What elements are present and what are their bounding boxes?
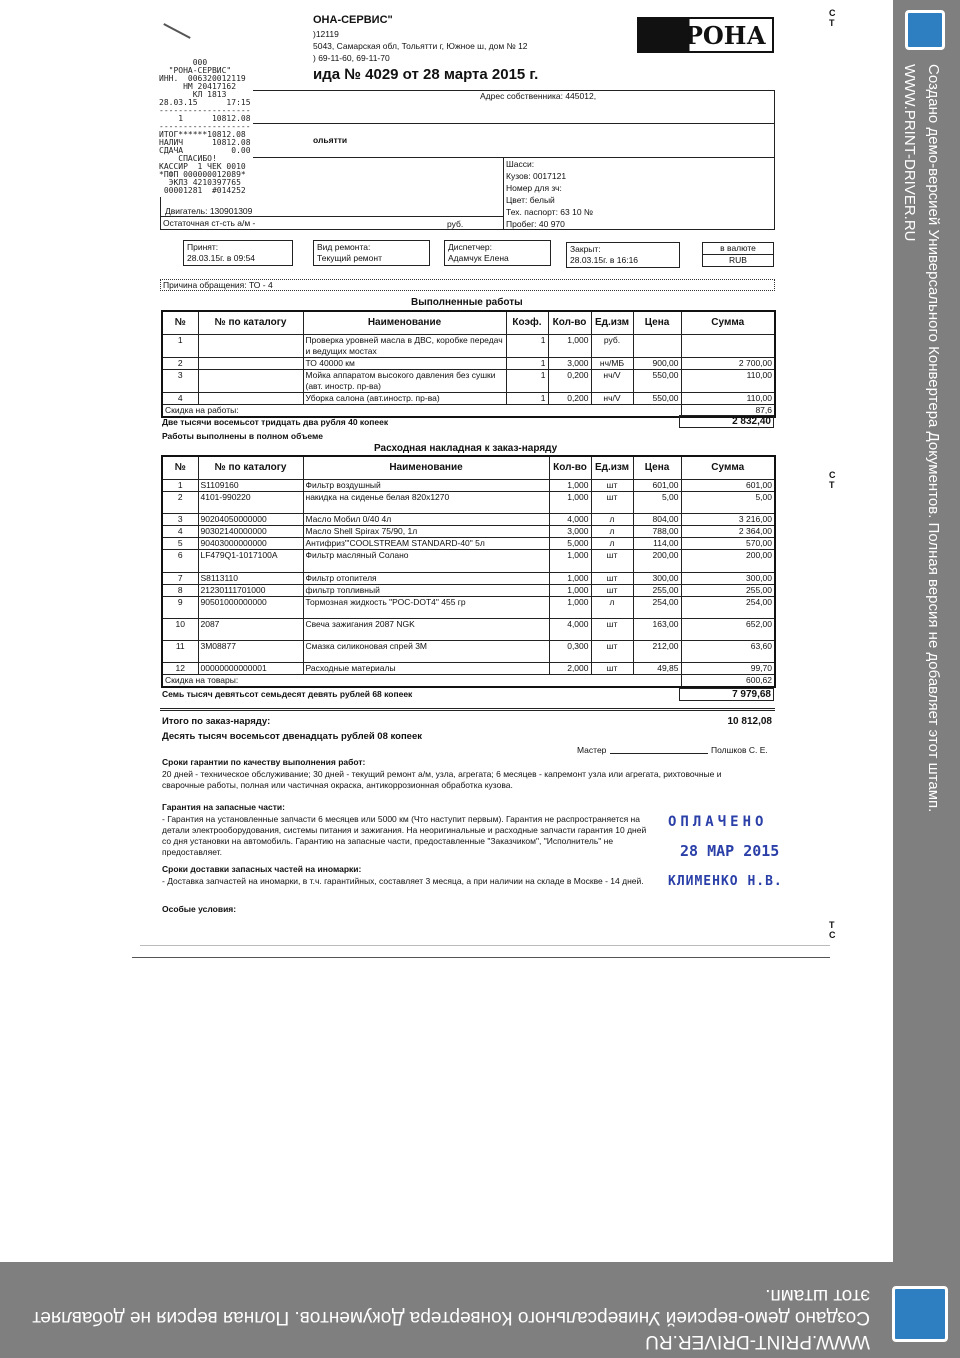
table-cell: 3 <box>162 513 198 525</box>
divider <box>503 157 504 230</box>
engine: Двигатель: 130901309 <box>161 206 503 217</box>
table-cell: 4 <box>162 392 198 404</box>
scan-mark <box>163 23 190 39</box>
table-cell: 110,00 <box>681 369 775 392</box>
paid-stamp-date: 28 МАР 2015 <box>680 842 780 860</box>
table-cell: 900,00 <box>633 357 681 369</box>
table-cell: 2 364,00 <box>681 525 775 537</box>
label: Принят: <box>187 242 219 252</box>
table-cell: Масло Мобил 0/40 4л <box>303 513 549 525</box>
column-header: Кол-во <box>549 456 591 479</box>
table-cell <box>633 334 681 357</box>
discount-label: Скидка на товары: <box>162 674 681 687</box>
table-cell: 8 <box>162 584 198 596</box>
table-cell: 570,00 <box>681 537 775 549</box>
table-row <box>162 537 775 549</box>
table-cell: руб. <box>591 334 633 357</box>
warranty-text: 20 дней - техническое обслуживание; 30 дней - текущий ремонт а/м, узла, агрегата; 6 месяцев - капремонт узла или агрегата, рихтовочные и сварочные работы, полная или частичная окраска, антикоррозионная обработка кузова. <box>162 769 722 790</box>
table-row <box>162 357 775 369</box>
table-cell: Фильтр воздушный <box>303 479 549 491</box>
vehicle-field: Тех. паспорт: 63 10 № <box>506 207 594 217</box>
column-header: № по каталогу <box>198 311 303 334</box>
owner-address: Адрес собственника: 445012, <box>480 91 597 101</box>
special-conditions: Особые условия: <box>162 904 237 914</box>
table-cell: Тормозная жидкость "РОС-DOT4" 455 гр <box>303 596 549 618</box>
table-cell: шт <box>591 491 633 513</box>
table-cell: 4,000 <box>549 513 591 525</box>
table-cell: 110,00 <box>681 392 775 404</box>
table-row <box>162 479 775 491</box>
column-header: Сумма <box>681 456 775 479</box>
table-cell <box>681 334 775 357</box>
table-cell: 1 <box>506 369 548 392</box>
delivery-title: Сроки доставки запасных частей на иномарки: <box>162 864 362 874</box>
table-cell: 163,00 <box>633 618 681 640</box>
discount-label: Скидка на работы: <box>162 404 681 417</box>
crop-mark: Т С <box>829 920 836 940</box>
discount-value: 87,6 <box>681 404 775 417</box>
value: 28.03.15г. в 16:16 <box>570 255 639 265</box>
column-header: Наименование <box>303 311 506 334</box>
table-cell: шт <box>591 584 633 596</box>
table-cell: 804,00 <box>633 513 681 525</box>
table-cell: 1 <box>506 357 548 369</box>
table-cell: 99,70 <box>681 662 775 674</box>
table-cell: 90501000000000 <box>198 596 303 618</box>
column-header: Кол-во <box>548 311 591 334</box>
table-cell: 1,000 <box>549 596 591 618</box>
table-cell <box>198 369 303 392</box>
table-cell: 3,000 <box>548 357 591 369</box>
table-cell: Антифриз"'COOLSTREAM STANDARD-40" 5л <box>303 537 549 549</box>
parts-table <box>161 455 776 688</box>
delivery-text: - Доставка запчастей на иномарки, в т.ч. гарантийных, составляет 3 месяца, а при наличии на складе в Москве - 14 дней. <box>162 876 644 886</box>
table-cell: 1,000 <box>549 572 591 584</box>
table-cell: 4 <box>162 525 198 537</box>
table-cell: накидка на сиденье белая 820x1270 <box>303 491 549 513</box>
table-cell: шт <box>591 640 633 662</box>
table-cell: шт <box>591 662 633 674</box>
table-cell: 200,00 <box>681 549 775 572</box>
table-cell: 1,000 <box>549 491 591 513</box>
label: Диспетчер: <box>448 242 492 252</box>
vehicle-field: Пробег: 40 970 <box>506 219 565 229</box>
table-cell: Мойка аппаратом высокого давления без сушки (авт. иностр. пр-ва) <box>303 369 506 392</box>
logo-text: РОНА <box>684 20 766 50</box>
table-cell: Фильтр масляный Солано <box>303 549 549 572</box>
table-cell: л <box>591 596 633 618</box>
print-driver-logo-icon <box>905 10 945 50</box>
table-cell: 6 <box>162 549 198 572</box>
table-cell: Проверка уровней масла в ДВС, коробке передач и ведущих мостах <box>303 334 506 357</box>
works-total-words: Две тысячи восемьсот тридцать два рубля 40 копеек <box>162 417 389 427</box>
table-cell: 90403000000000 <box>198 537 303 549</box>
divider <box>160 708 775 711</box>
table-row <box>162 392 775 404</box>
order-total-label: Итого по заказ-наряду: <box>162 716 271 727</box>
table-cell <box>198 392 303 404</box>
table-cell: 10 <box>162 618 198 640</box>
table-cell: 254,00 <box>681 596 775 618</box>
table-cell: 1 <box>506 334 548 357</box>
table-row <box>162 572 775 584</box>
column-header: Ед.изм <box>591 456 633 479</box>
table-cell: 2 <box>162 491 198 513</box>
table-cell: ТО 40000 км <box>303 357 506 369</box>
parts-warranty-text: - Гарантия на установленные запчасти 6 месяцев или 5000 км (Что наступит первым). Гарантия не распространяется на детали электрооборудования, системы питания и зажигания. На неоригинальные и расходные запчасти гарантия 10 дней со дня установки на автомобиль. Гарантию на запасные части, предоставленные "Заказчиком", "Исполнитель" не предоставляет. <box>162 814 647 857</box>
table-cell: 0,200 <box>548 392 591 404</box>
table-cell: 300,00 <box>681 572 775 584</box>
vehicle-field: Шасси: <box>506 159 535 169</box>
table-cell: 2 700,00 <box>681 357 775 369</box>
value: 28.03.15г. в 09:54 <box>187 253 256 263</box>
table-cell: 21230111701000 <box>198 584 303 596</box>
crop-mark: С Т <box>829 470 836 490</box>
page-edge <box>132 957 830 958</box>
table-cell: 00000000000001 <box>198 662 303 674</box>
table-cell: 652,00 <box>681 618 775 640</box>
label: в валюте <box>703 243 773 255</box>
company-name: ОНА-СЕРВИС" <box>313 14 393 26</box>
column-header: Ед.изм <box>591 311 633 334</box>
table-cell: 550,00 <box>633 369 681 392</box>
table-cell: 2,000 <box>549 662 591 674</box>
table-cell: 49,85 <box>633 662 681 674</box>
master-name: Полшков С. Е. <box>711 745 768 755</box>
table-cell: 12 <box>162 662 198 674</box>
table-cell: 4101-990220 <box>198 491 303 513</box>
paid-stamp-name: КЛИМЕНКО Н.В. <box>668 874 783 889</box>
paid-stamp-line1: ОПЛАЧЕНО <box>668 814 768 830</box>
vehicle-field: Номер для зч: <box>506 183 562 193</box>
table-cell: 3 <box>162 369 198 392</box>
table-cell: Фильтр отопителя <box>303 572 549 584</box>
watermark-text: Создано демо-версией Универсального Конвертера Документов. Полная версия не добавляет этот штамп. <box>32 1285 870 1328</box>
table-cell: 114,00 <box>633 537 681 549</box>
table-cell: фильтр топливный <box>303 584 549 596</box>
discount-row <box>162 674 775 687</box>
label: Закрыт: <box>570 244 601 254</box>
watermark-text: Создано демо-версией Универсального Конвертера Документов. Полная версия не добавляет этот штамп. <box>925 64 942 813</box>
watermark-bottom-bar <box>0 1262 960 1358</box>
table-header <box>162 456 775 479</box>
table-cell: 550,00 <box>633 392 681 404</box>
table-row <box>162 525 775 537</box>
table-row <box>162 491 775 513</box>
value: Адамчук Елена <box>448 253 509 263</box>
table-cell: 5,00 <box>633 491 681 513</box>
table-cell: S1109160 <box>198 479 303 491</box>
table-cell: 7 <box>162 572 198 584</box>
table-cell: 5 <box>162 537 198 549</box>
table-cell <box>198 357 303 369</box>
company-logo <box>637 17 774 53</box>
table-cell: 1,000 <box>549 584 591 596</box>
table-cell: л <box>591 513 633 525</box>
table-row <box>162 334 775 357</box>
table-cell: 9 <box>162 596 198 618</box>
table-cell: LF479Q1-1017100A <box>198 549 303 572</box>
residual-value: Остаточная ст-сть а/м - <box>163 218 256 228</box>
table-cell: 601,00 <box>681 479 775 491</box>
table-cell: л <box>591 525 633 537</box>
table-cell: Уборка салона (авт.иностр. пр-ва) <box>303 392 506 404</box>
table-row <box>162 618 775 640</box>
table-cell: 1 <box>162 334 198 357</box>
table-cell: 5,000 <box>549 537 591 549</box>
table-cell: 3,000 <box>549 525 591 537</box>
column-header: Коэф. <box>506 311 548 334</box>
table-cell: 1,000 <box>548 334 591 357</box>
table-cell: 2 <box>162 357 198 369</box>
value: RUB <box>729 255 747 265</box>
table-cell: 601,00 <box>633 479 681 491</box>
column-header: № <box>162 456 198 479</box>
accepted-box <box>183 240 293 266</box>
table-cell: 255,00 <box>681 584 775 596</box>
table-cell: 200,00 <box>633 549 681 572</box>
table-row <box>162 584 775 596</box>
works-total: 2 832,40 <box>679 415 774 428</box>
parts-title: Расходная накладная к заказ-наряду <box>374 443 558 454</box>
table-header <box>162 311 775 334</box>
table-row <box>162 513 775 525</box>
document-title: ида № 4029 от 28 марта 2015 г. <box>313 66 539 83</box>
table-cell: 3M08877 <box>198 640 303 662</box>
table-cell: 3 216,00 <box>681 513 775 525</box>
print-driver-logo-icon <box>892 1286 948 1342</box>
table-cell: 2087 <box>198 618 303 640</box>
table-cell: 300,00 <box>633 572 681 584</box>
value: Текущий ремонт <box>317 253 382 263</box>
currency-box <box>702 242 774 267</box>
table-row <box>162 640 775 662</box>
vehicle-field: Цвет: белый <box>506 195 555 205</box>
parts-total-words: Семь тысяч девятьсот семьдесят девять рублей 68 копеек <box>162 689 413 699</box>
table-cell: 90204050000000 <box>198 513 303 525</box>
dispatcher-box <box>444 240 551 266</box>
order-total-words: Десять тысяч восемьсот двенадцать рублей 08 копеек <box>162 731 423 742</box>
column-header: Цена <box>633 311 681 334</box>
watermark-url: WWW.PRINT-DRIVER.RU <box>645 1331 870 1352</box>
column-header: Сумма <box>681 311 775 334</box>
company-address: 5043, Самарская обл, Тольятти г, Южное ш, дом № 12 <box>313 41 528 51</box>
table-row <box>162 549 775 572</box>
company-inn: )12119 <box>313 29 339 39</box>
table-row <box>162 596 775 618</box>
table-cell: 4,000 <box>549 618 591 640</box>
table-cell: 11 <box>162 640 198 662</box>
table-cell: шт <box>591 618 633 640</box>
table-cell: Масло Shell Spirax 75/90, 1л <box>303 525 549 537</box>
column-header: Наименование <box>303 456 549 479</box>
crop-mark: С Т <box>829 8 836 28</box>
vehicle-field: Кузов: 0017121 <box>506 171 567 181</box>
parts-warranty-title: Гарантия на запасные части: <box>162 802 285 812</box>
page-edge <box>140 945 830 946</box>
warranty-title: Сроки гарантии по качеству выполнения работ: <box>162 757 366 767</box>
table-cell: 1 <box>162 479 198 491</box>
table-cell: 1,000 <box>549 479 591 491</box>
parts-total: 7 979,68 <box>679 688 774 701</box>
table-cell: 255,00 <box>633 584 681 596</box>
vehicle-info <box>506 158 593 230</box>
closed-box <box>566 242 680 268</box>
table-cell: S8113110 <box>198 572 303 584</box>
column-header: № по каталогу <box>198 456 303 479</box>
table-row <box>162 369 775 392</box>
table-cell: шт <box>591 572 633 584</box>
table-cell: шт <box>591 549 633 572</box>
table-cell: 1 <box>506 392 548 404</box>
table-row <box>162 662 775 674</box>
repair-type-box <box>313 240 430 266</box>
signature-line <box>610 753 708 754</box>
watermark-url: WWW.PRINT-DRIVER.RU <box>901 64 918 242</box>
table-cell <box>198 334 303 357</box>
table-cell: л <box>591 537 633 549</box>
residual-currency: руб. <box>447 219 464 229</box>
table-cell: 212,00 <box>633 640 681 662</box>
table-cell: 0,300 <box>549 640 591 662</box>
table-cell: 63,60 <box>681 640 775 662</box>
table-cell: 0,200 <box>548 369 591 392</box>
works-title: Выполненные работы <box>411 297 523 308</box>
table-cell: 5,00 <box>681 491 775 513</box>
visit-reason: Причина обращения: ТО - 4 <box>160 279 775 291</box>
table-cell: 254,00 <box>633 596 681 618</box>
order-total: 10 812,08 <box>727 716 772 727</box>
table-cell: Свеча зажигания 2087 NGK <box>303 618 549 640</box>
cash-receipt: 000 "РОНА-СЕРВИС" ИНН. 006320012119 НМ 20417162 КЛ 1813 28.03.15 17:15 ------------------- 1 10812.08 ------------------- ИТОГ******10812.08 НАЛИЧ 10812.08 СДАЧА 0.00 СПАСИБО! КАССИР 1 ЧЕК 0010 *ПФП 000000012089* ЭКЛЗ 4210397765 00001281 #014252 <box>159 58 251 195</box>
table-cell: нч/V <box>591 369 633 392</box>
table-cell: 90302140000000 <box>198 525 303 537</box>
table-cell: 1,000 <box>549 549 591 572</box>
table-cell: нч/МБ <box>591 357 633 369</box>
discount-value: 600,62 <box>681 674 775 687</box>
column-header: № <box>162 311 198 334</box>
master-label: Мастер <box>577 745 607 755</box>
company-phones: ) 69-11-60, 69-11-70 <box>313 53 390 63</box>
label: Вид ремонта: <box>317 242 371 252</box>
works-table <box>161 310 776 418</box>
table-cell: шт <box>591 479 633 491</box>
owner-city: ольятти <box>313 135 348 145</box>
table-cell: нч/V <box>591 392 633 404</box>
table-cell: Смазка силиконовая спрей 3М <box>303 640 549 662</box>
table-cell: 788,00 <box>633 525 681 537</box>
column-header: Цена <box>633 456 681 479</box>
works-done-note: Работы выполнены в полном объеме <box>162 431 324 441</box>
watermark-sidebar <box>893 0 960 1262</box>
table-cell: Расходные материалы <box>303 662 549 674</box>
